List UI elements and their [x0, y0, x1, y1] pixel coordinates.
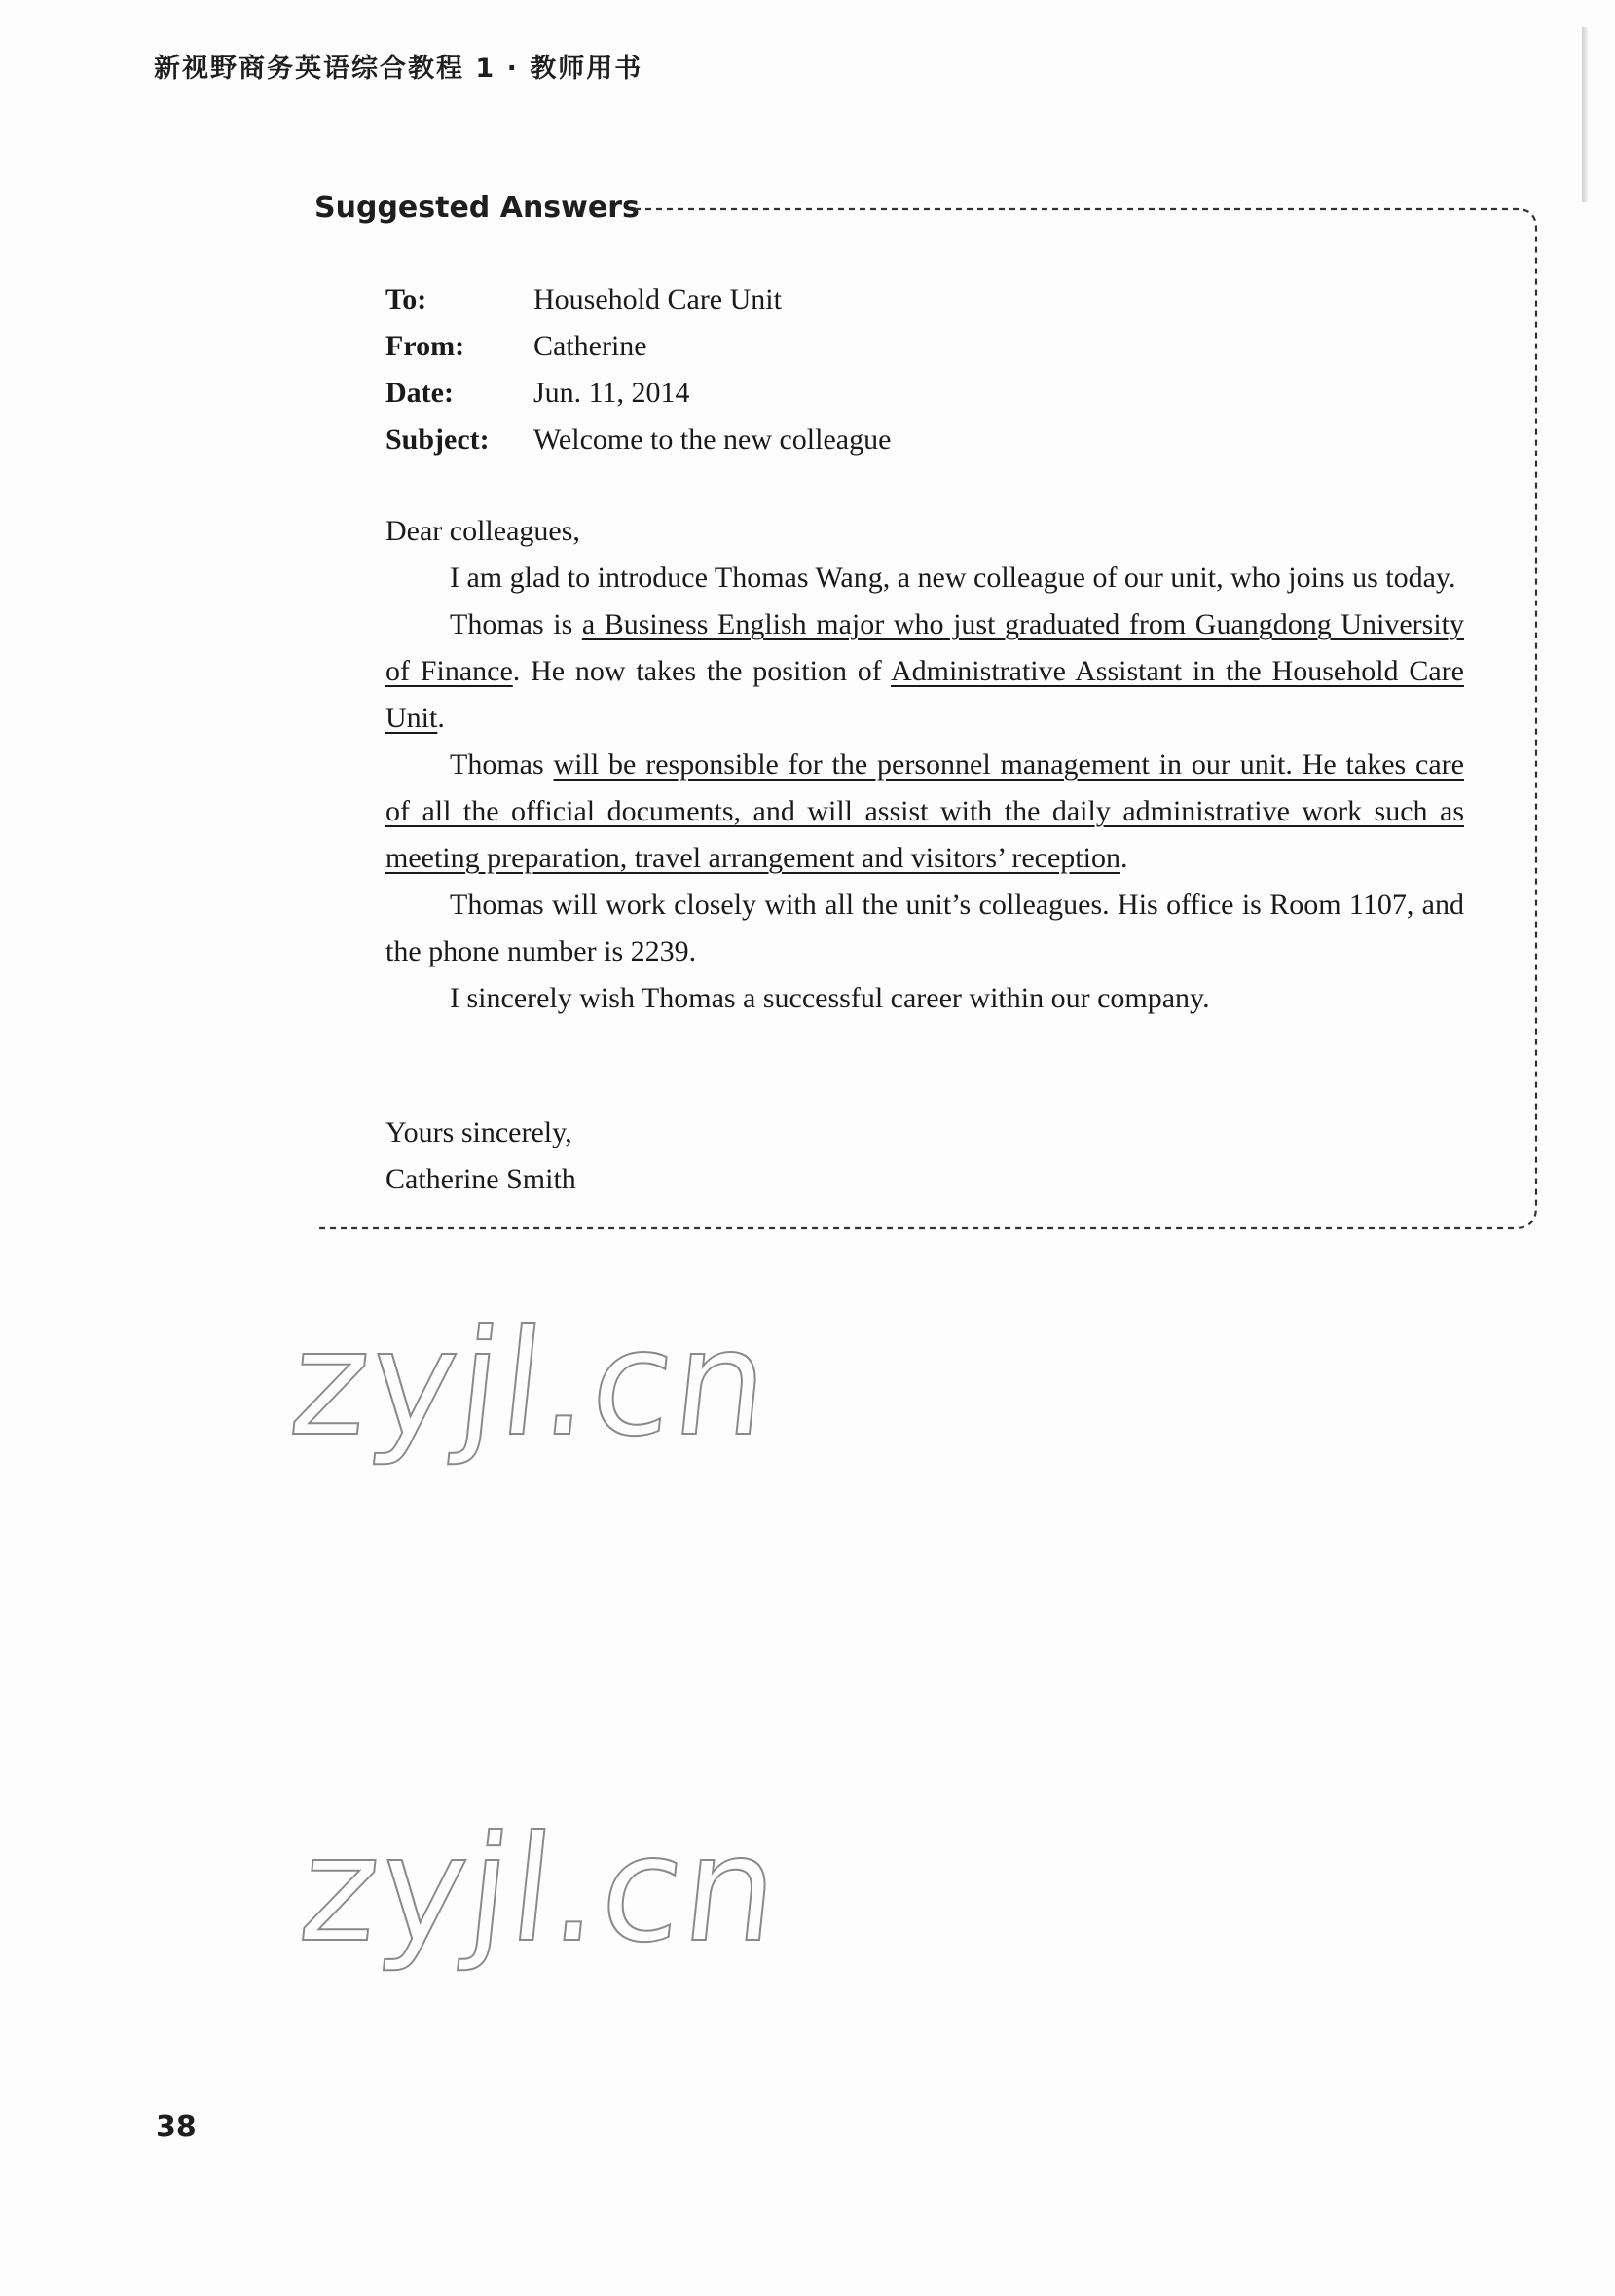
- memo-date-value: Jun. 11, 2014: [533, 377, 690, 409]
- p2-text-a: Thomas is: [450, 608, 582, 640]
- p3-text-a: Thomas: [450, 748, 554, 781]
- letter-paragraph-contact: Thomas will work closely with all the unit’s colleagues. His office is Room 1107, and the phone number is 2239.: [385, 889, 1464, 967]
- letter-paragraph-wish: I sincerely wish Thomas a successful career within our company.: [450, 982, 1210, 1014]
- memo-date-row: [385, 374, 690, 413]
- memo-to-row: [385, 280, 782, 319]
- memo-from-value: Catherine: [533, 330, 647, 362]
- p3-text-b: .: [1119, 842, 1128, 874]
- memo-to-value: Household Care Unit: [533, 283, 782, 315]
- memo-from-row: [385, 327, 647, 366]
- section-title: Suggested Answers: [314, 191, 640, 225]
- memo-from-label: From:: [385, 330, 465, 362]
- scan-edge-shadow: [1582, 27, 1588, 202]
- p2-text-c: .: [437, 702, 445, 734]
- letter-greeting: Dear colleagues,: [385, 515, 580, 547]
- memo-subject-label: Subject:: [385, 423, 490, 456]
- p3-underlined-duties: will be responsible for the personnel management in our unit. He takes care of all the official documents, and will assist with the daily administrative work such as meeting preparation, travel arrangement and visitors’ reception: [385, 748, 1464, 874]
- page-number: 38: [156, 2110, 197, 2144]
- watermark-text-1: zyjl.cn: [282, 1299, 779, 1469]
- p2-underlined-position: Administrative Assistant in the Household Care Unit: [385, 655, 1464, 734]
- p2-underlined-major: a Business English major who just graduated from Guangdong University of Finance: [385, 608, 1464, 687]
- memo-to-label: To:: [385, 283, 427, 315]
- letter-body: [385, 508, 1464, 1022]
- memo-subject-value: Welcome to the new colleague: [533, 423, 892, 456]
- p2-text-b: . He now takes the position of: [512, 655, 891, 687]
- letter-paragraph-background: [385, 601, 1464, 742]
- letter-closing: Yours sincerely,: [385, 1116, 572, 1148]
- letter-paragraph-intro: I am glad to introduce Thomas Wang, a new colleague of our unit, who joins us today.: [450, 562, 1456, 594]
- watermark-text-2: zyjl.cn: [292, 1805, 789, 1975]
- running-header: 新视野商务英语综合教程 1 · 教师用书: [154, 54, 643, 84]
- memo-date-label: Date:: [385, 377, 454, 409]
- memo-subject-row: [385, 420, 891, 459]
- letter-signature: Catherine Smith: [385, 1163, 576, 1195]
- letter-paragraph-duties: [385, 742, 1464, 882]
